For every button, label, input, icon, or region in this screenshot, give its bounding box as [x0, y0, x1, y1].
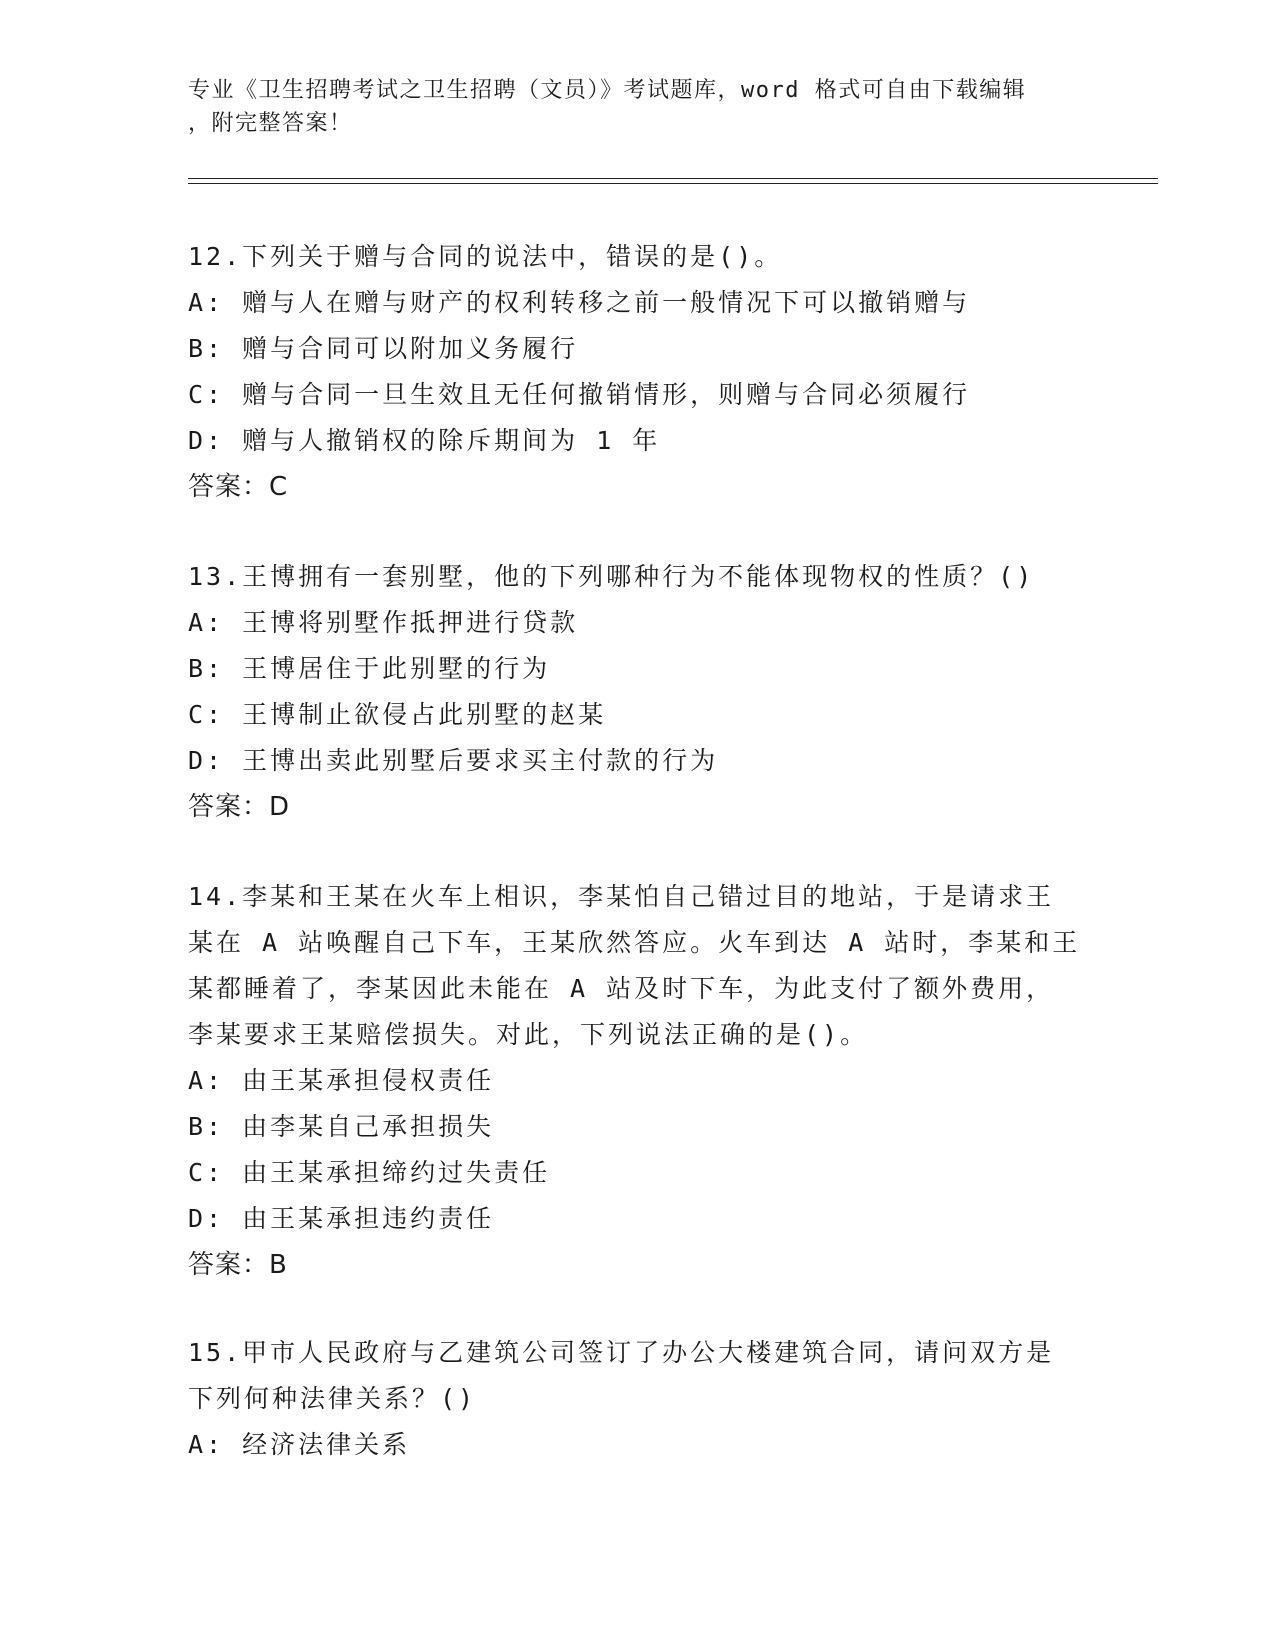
- answer-label: 答案：C: [188, 472, 289, 502]
- question-12: [188, 234, 1088, 510]
- option-b: B: 赠与合同可以附加义务履行: [188, 334, 579, 363]
- document-header: [188, 74, 1088, 140]
- option-c: C: 由王某承担缔约过失责任: [188, 1158, 551, 1187]
- question-stem-line-4: 李某要求王某赔偿损失。对此，下列说法正确的是()。: [188, 1020, 869, 1049]
- header-divider-bottom: [188, 183, 1158, 184]
- question-stem-line-3: 某都睡着了，李某因此未能在 A 站及时下车，为此支付了额外费用，: [188, 974, 1055, 1003]
- question-stem-line-2: 某在 A 站唤醒自己下车，王某欣然答应。火车到达 A 站时，李某和王: [188, 928, 1081, 957]
- question-stem-line-2: 下列何种法律关系？(): [188, 1384, 477, 1413]
- answer-label: 答案：D: [188, 792, 291, 822]
- option-c: C: 王博制止欲侵占此别墅的赵某: [188, 700, 607, 729]
- option-a: A: 赠与人在赠与财产的权利转移之前一般情况下可以撤销赠与: [188, 288, 971, 317]
- option-d: D: 由王某承担违约责任: [188, 1204, 495, 1233]
- option-a: A: 由王某承担侵权责任: [188, 1066, 495, 1095]
- question-14: [188, 874, 1088, 1288]
- option-c: C: 赠与合同一旦生效且无任何撤销情形，则赠与合同必须履行: [188, 380, 971, 409]
- question-stem: 12.下列关于赠与合同的说法中，错误的是()。: [188, 242, 783, 271]
- header-divider-top: [188, 178, 1158, 179]
- question-stem-line-1: 15.甲市人民政府与乙建筑公司签订了办公大楼建筑合同，请问双方是: [188, 1338, 1055, 1367]
- option-a: A: 王博将别墅作抵押进行贷款: [188, 608, 579, 637]
- answer-label: 答案：B: [188, 1250, 288, 1280]
- option-d: D: 赠与人撤销权的除斥期间为 1 年: [188, 426, 661, 455]
- question-15: [188, 1330, 1088, 1468]
- question-13: [188, 554, 1088, 830]
- option-b: B: 由李某自己承担损失: [188, 1112, 495, 1141]
- option-d: D: 王博出卖此别墅后要求买主付款的行为: [188, 746, 719, 775]
- option-a: A: 经济法律关系: [188, 1430, 411, 1459]
- header-line-1: 专业《卫生招聘考试之卫生招聘（文员）》考试题库，word 格式可自由下载编辑: [188, 78, 1027, 103]
- question-stem: 13.王博拥有一套别墅，他的下列哪种行为不能体现物权的性质？(): [188, 562, 1035, 591]
- question-stem-line-1: 14.李某和王某在火车上相识，李某怕自己错过目的地站，于是请求王: [188, 882, 1055, 911]
- header-line-2: ，附完整答案！: [188, 111, 353, 136]
- option-b: B: 王博居住于此别墅的行为: [188, 654, 551, 683]
